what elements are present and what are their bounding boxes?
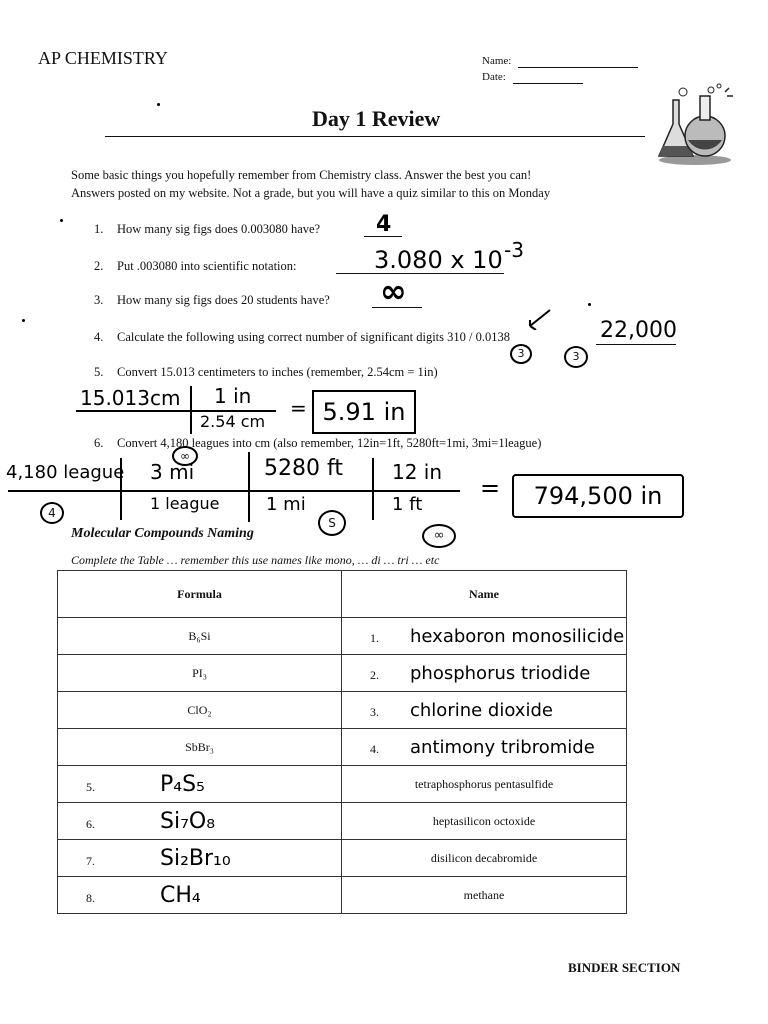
row-number: 3.: [370, 704, 379, 719]
w6-divider-3: [372, 458, 374, 520]
handwritten-answer: antimony tribromide: [410, 736, 595, 758]
intro-line-2: Answers posted on my website. Not a grade, but you will have a quiz similar to this on Monday: [71, 186, 551, 200]
row-number: 5.: [86, 779, 95, 794]
intro-line-1: Some basic things you hopefully remember from Chemistry class. Answer the best you can!: [71, 168, 532, 182]
q2-answer: 3.080 x 10: [374, 246, 503, 274]
check-mark-icon: [526, 306, 556, 330]
w6-circle-a: 4: [40, 502, 64, 524]
flask-illustration-icon: [655, 82, 735, 166]
q4-text: Calculate the following using correct number of significant digits 310 / 0.0138: [117, 330, 510, 344]
table-row: [58, 840, 627, 877]
handwritten-answer: hexaboron monosilicide: [410, 625, 625, 647]
q3-answer: ∞: [380, 272, 407, 310]
row-number: 6.: [86, 816, 95, 831]
w6-divider-1: [120, 458, 122, 520]
w6-n3: 5280 ft: [264, 456, 343, 481]
formula-cell: SbBr₃: [58, 729, 342, 766]
name-cell: tetraphosphorus pentasulfide: [342, 766, 627, 803]
name-cell: disilicon decabromide: [342, 840, 627, 877]
title-rule: [105, 136, 645, 137]
formula-cell: B₆Si: [58, 618, 342, 655]
row-number: 2.: [370, 667, 379, 682]
w5-divider: [190, 386, 192, 434]
w6-fraction-bar: [8, 490, 460, 492]
table-row: [58, 803, 627, 840]
q4-circle-mark-2: 3: [564, 346, 588, 368]
row-number: 7.: [86, 853, 95, 868]
name-cell[interactable]: [342, 729, 627, 766]
q6-text: Convert 4,180 leagues into cm (also remember, 12in=1ft, 5280ft=1mi, 3mi=1league): [117, 436, 542, 450]
name-field[interactable]: [518, 67, 638, 68]
section-instructions: Complete the Table … remember this use names like mono, … di … tri … etc: [71, 553, 440, 567]
stray-dot: [157, 103, 160, 106]
q1-number: 1.: [94, 222, 104, 236]
stray-dot: [22, 319, 25, 322]
w6-n1: 4,180 league: [6, 462, 125, 483]
footer-label: BINDER SECTION: [568, 960, 681, 975]
formula-cell[interactable]: [58, 840, 342, 877]
w5-denominator-right: 2.54 cm: [200, 412, 266, 431]
naming-table: [57, 570, 627, 914]
q6-number: 6.: [94, 436, 104, 450]
table-row: [58, 618, 627, 655]
header-formula: Formula: [58, 571, 342, 618]
name-cell: heptasilicon octoxide: [342, 803, 627, 840]
name-label: Name:: [482, 55, 512, 67]
section-title: Molecular Compounds Naming: [71, 526, 254, 541]
date-label: Date:: [482, 71, 506, 83]
w6-d3: 1 mi: [266, 494, 306, 515]
formula-cell: PI₃: [58, 655, 342, 692]
w6-n4: 12 in: [392, 460, 443, 484]
date-field[interactable]: [513, 83, 583, 84]
q4-number: 4.: [94, 330, 104, 344]
q4-answer-line[interactable]: [596, 344, 676, 345]
q2-number: 2.: [94, 259, 104, 273]
stray-dot: [588, 303, 591, 306]
page-title: Day 1 Review: [312, 106, 441, 131]
handwritten-answer: phosphorus triodide: [410, 662, 591, 684]
formula-cell[interactable]: [58, 803, 342, 840]
w6-result-box: 794,500 in: [512, 474, 684, 518]
q1-text: How many sig figs does 0.003080 have?: [117, 222, 321, 236]
q4-answer: 22,000: [600, 318, 677, 343]
w5-numerator-left: 15.013cm: [80, 386, 181, 410]
name-cell[interactable]: [342, 655, 627, 692]
w5-result-box: 5.91 in: [312, 390, 416, 434]
table-row: [58, 766, 627, 803]
name-cell: methane: [342, 877, 627, 914]
row-number: 1.: [370, 630, 379, 645]
w6-n2: 3 mi: [150, 460, 195, 484]
formula-cell[interactable]: [58, 766, 342, 803]
w6-divider-2: [248, 452, 250, 522]
table-row: [58, 877, 627, 914]
q3-text: How many sig figs does 20 students have?: [117, 293, 330, 307]
table-row: [58, 729, 627, 766]
q5-text: Convert 15.013 centimeters to inches (remember, 2.54cm = 1in): [117, 365, 438, 379]
handwritten-answer: chlorine dioxide: [410, 699, 553, 721]
course-title: AP CHEMISTRY: [38, 48, 168, 68]
w6-equals: =: [480, 474, 501, 502]
row-number: 4.: [370, 741, 379, 756]
w6-circle-c: S: [318, 510, 346, 536]
w6-circle-b: ∞: [172, 446, 198, 466]
table-row: [58, 655, 627, 692]
q1-answer: 4: [376, 212, 392, 237]
q2-answer-exponent: -3: [504, 238, 524, 262]
name-cell[interactable]: [342, 618, 627, 655]
w6-d4: 1 ft: [392, 494, 423, 515]
name-cell[interactable]: [342, 692, 627, 729]
w5-equals: =: [290, 396, 307, 420]
q3-number: 3.: [94, 293, 104, 307]
formula-cell: ClO₂: [58, 692, 342, 729]
formula-cell[interactable]: [58, 877, 342, 914]
handwritten-answer: Si₇O₈: [160, 808, 216, 834]
q5-number: 5.: [94, 365, 104, 379]
w5-numerator-right: 1 in: [214, 384, 252, 408]
w6-d2: 1 league: [150, 494, 220, 513]
table-header-row: [58, 571, 627, 618]
handwritten-answer: CH₄: [160, 882, 201, 908]
table-row: [58, 692, 627, 729]
stray-dot: [60, 219, 63, 222]
handwritten-answer: P₄S₅: [160, 771, 205, 797]
header-name: Name: [342, 571, 627, 618]
handwritten-answer: Si₂Br₁₀: [160, 845, 231, 871]
q4-circle-mark-1: 3: [510, 344, 532, 364]
row-number: 8.: [86, 890, 95, 905]
q2-text: Put .003080 into scientific notation:: [117, 259, 297, 273]
w6-circle-d: ∞: [422, 524, 456, 548]
